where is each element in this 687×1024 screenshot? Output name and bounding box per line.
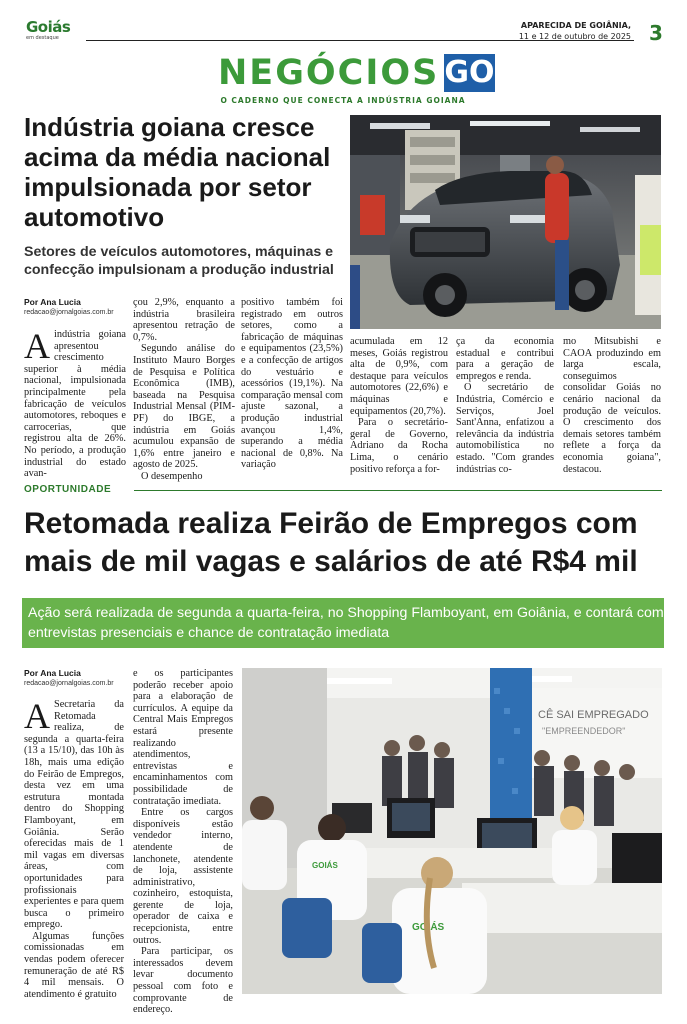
article2-section-label: OPORTUNIDADE bbox=[24, 484, 112, 495]
shirt-logo-text-2: GOIÁS bbox=[412, 922, 445, 933]
article2-dropcap: A bbox=[24, 696, 50, 736]
article1-column-3 bbox=[241, 297, 343, 471]
article1-byline-block bbox=[24, 297, 124, 318]
photo-banner-text: CÊ SAI EMPREGADO bbox=[538, 709, 649, 721]
article2-col1-p1: Secretaria da Retomada realiza, de segunda a quarta-feira (13 a 15/10), das 10h às 18h, mais uma edição do Feirão de Empregos, desta vez em uma estrutura montada dentro do Shopping Flamboyant, em Goiânia. Serão oferecidas mais de 1 mil vagas em diversas áreas, com oportunidades para profissionais experientes e para quem busca o primeiro emprego. bbox=[24, 699, 124, 931]
article1-col4-p2: Para o secretário-geral de Governo, Adriano da Rocha Lima, o cenário positivo reforça a for- bbox=[350, 417, 448, 475]
article1-col6-p1: mo Mitsubishi e CAOA produzindo em larga escala, conseguimos consolidar Goiás no cenário nacional da produção de veículos. O crescimento dos demais setores também reflete a força da economia goiana", destacou. bbox=[563, 336, 661, 475]
article1-col5-p1: ça da economia estadual e contribui para a geração de empregos e renda. bbox=[456, 336, 554, 382]
article1-col4-p1: acumulada em 12 meses, Goiás registrou alta de 0,9%, com destaque para veículos automotores (22,6%) e máquinas e equipamentos (20,7%). bbox=[350, 336, 448, 417]
section-title: NEGÓCIOS bbox=[218, 53, 440, 93]
article1-column-6 bbox=[563, 336, 661, 475]
article1-byline: Por Ana Lucia bbox=[24, 297, 81, 307]
header-dateline bbox=[519, 20, 631, 42]
article2-photo bbox=[242, 668, 662, 994]
section-badge: GO bbox=[444, 55, 495, 90]
article1-headline: Indústria goiana cresce acima da média nacional impulsionada por setor automotivo bbox=[24, 112, 331, 232]
shirt-logo-text: GOIÁS bbox=[312, 861, 338, 870]
article1-col2-p1: çou 2,9%, enquanto a indústria brasileira apresentou retração de 0,7%. bbox=[133, 297, 235, 343]
article2-col2-p3: Para participar, os interessados devem levar documento pessoal com foto e comprovante de endereço. bbox=[133, 946, 233, 1016]
article2-column-2 bbox=[133, 668, 233, 1016]
article2-headline: Retomada realiza Feirão de Empregos com mais de mil vagas e salários de até R$4 mil bbox=[24, 507, 638, 578]
article2-section-rule bbox=[134, 490, 662, 491]
article1-col2-p3: O desempenho bbox=[141, 470, 203, 482]
article1-photo bbox=[350, 115, 661, 329]
article1-email: redacao@jornalgoias.com.br bbox=[24, 309, 114, 316]
article1-column-2 bbox=[133, 297, 235, 483]
article1-subheadline: Setores de veículos automotores, máquinas e confecção impulsionam a produção industrial bbox=[24, 244, 334, 278]
article2-lead: Ação será realizada de segunda a quarta-feira, no Shopping Flamboyant, em Goiânia, e contará com entrevistas presenciais e chance de contratação imediata bbox=[28, 605, 664, 641]
article1-column-5 bbox=[456, 336, 554, 475]
newspaper-logo bbox=[26, 20, 82, 48]
page-number: 3 bbox=[649, 21, 663, 45]
article1-col3-p1: positivo também foi registrado em outros setores, como a fabricação de máquinas e equipamentos (23,5%) e a confecção de artigos do vestuário e acessórios (19,1%). Na comparação mensal com ajuste sazonal, a produção industrial avançou 1,4%, superando a média nacional de 0,8%. Na variação bbox=[241, 297, 343, 471]
header-city: APARECIDA DE GOIÂNIA, bbox=[520, 21, 631, 30]
logo-name: Goiás bbox=[26, 18, 71, 36]
article2-col2-p2: Entre os cargos disponíveis estão vendedor interno, atendente de lanchonete, atendente de loja, assistente administrativo, cozinheiro, estoquista, gerente de loja, operador de caixa e recepcionista, entre outros. bbox=[133, 807, 233, 946]
article1-column-4 bbox=[350, 336, 448, 475]
section-tagline: O CADERNO QUE CONECTA A INDÚSTRIA GOIANA bbox=[220, 96, 466, 105]
logo-tagline: em destaque bbox=[26, 35, 59, 41]
article1-dropcap: A bbox=[24, 326, 50, 366]
article2-col1-p2: Algumas funções comissionadas em vendas podem oferecer remuneração de até R$ 4 mil mensais. O atendimento é gratuito bbox=[24, 930, 124, 1000]
article1-col2-p2: Segundo análise do Instituto Mauro Borges de Pesquisa e Política Econômica (IMB), baseada na Pesquisa Industrial Mensal (PIM-PF) do IBGE, a indústria em Goiás acumulou expansão de 1,6% entre janeiro e agosto de 2025. bbox=[133, 343, 235, 471]
article2-email: redacao@jornalgoias.com.br bbox=[24, 680, 114, 687]
section-banner bbox=[218, 52, 495, 94]
article1-column-1 bbox=[24, 326, 126, 480]
header-date: 11 e 12 de outubro de 2025 bbox=[518, 32, 631, 41]
factory-photo-illustration bbox=[350, 115, 661, 329]
article2-col2-p1: e os participantes poderão receber apoio para a elaboração de currículos. A equipe da Central Mais Empregos estará presente realizando atendimentos, entrevistas e encaminhamentos com possibilidade de contratação imediata. bbox=[133, 668, 233, 807]
article1-col5-p2: O secretário de Indústria, Comércio e Serviços, Joel Sant'Anna, enfatizou a relevância da indústria automobilística no estado. "Com grandes indústrias co- bbox=[456, 382, 554, 475]
article2-byline-block bbox=[24, 668, 124, 689]
photo-banner-text-2: "EMPREENDEDOR" bbox=[542, 726, 626, 736]
article1-col1-text: indústria goiana apresentou crescimento superior à média nacional, impulsionada principalmente pela fabricação de veículos automotores, reboques e carrocerias, que registrou alta de 26%. No período, a produção industrial do estado avan- bbox=[24, 329, 126, 480]
job-fair-photo-illustration bbox=[242, 668, 662, 994]
article2-column-1 bbox=[24, 696, 124, 1000]
article2-byline: Por Ana Lucia bbox=[24, 668, 81, 678]
